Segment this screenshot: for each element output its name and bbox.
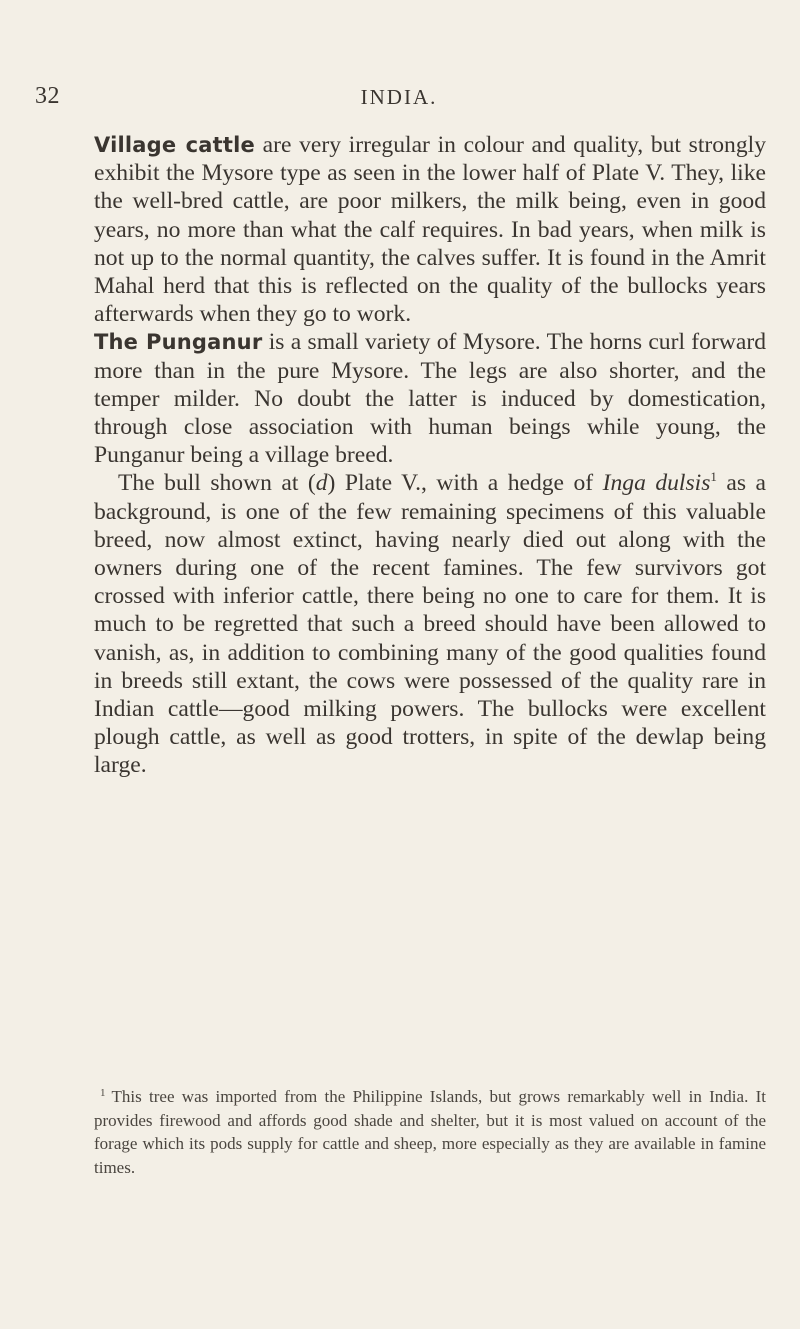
run-in-heading-village-cattle: Village cattle [94, 133, 255, 157]
footnote-reference[interactable]: 1 [710, 469, 717, 485]
plate-figure-letter: d [315, 470, 328, 497]
page-number: 32 [35, 83, 60, 109]
footnote [94, 1085, 766, 1179]
paragraph-village-cattle [94, 131, 766, 328]
paragraph-text: as a background, is one of the few remaining specimens of this valuable breed, now almost extinct, having nearly died out along with the owners during one of the recent famines. The few survivors got crossed with inferior cattle, there being no one to care for them. It is much to be regretted that such a breed should have been allowed to vanish, as, in addition to combining many of the good qualities found in breeds still extant, the cows were possessed of the quality rare in Indian cattle—good milking powers. The bullocks were excellent plough cattle, as well as good trotters, in spite of the dewlap being large. [94, 470, 766, 779]
body-text [94, 131, 766, 780]
running-title: INDIA. [360, 85, 438, 109]
paragraph-punganur-bull [94, 469, 766, 779]
species-name: Inga dulsis [602, 470, 711, 497]
paragraph-punganur [94, 328, 766, 469]
footnote-text: This tree was imported from the Philippine Islands, but grows remarkably well in India. It provides firewood and affords good shade and shelter, but it is most valued on account of the forage which its pods supply for cattle and sheep, more especially as they are available in famine times. [94, 1087, 766, 1177]
paragraph-text: The bull shown at ( [118, 470, 316, 497]
paragraph-text: are very irregular in colour and quality, but strongly exhibit the Mysore type as seen in the lower half of Plate V. They, like the well-bred cattle, are poor milkers, the milk being, even in good years, no more than what the calf requires. In bad years, when milk is not up to the normal quantity, the calves suffer. It is found in the Amrit Mahal herd that this is reflected on the quality of the bullocks years afterwards when they go to work. [94, 132, 766, 328]
run-in-heading-punganur: The Punganur [94, 330, 263, 355]
footnote-mark: 1 [100, 1087, 106, 1099]
paragraph-text: ) Plate V., with a hedge of [327, 470, 603, 497]
running-head [35, 83, 763, 113]
paragraph-text: is a small variety of Mysore. The horns curl forward more than in the pure Mysore. The legs are also shorter, and the temper milder. No doubt the latter is induced by domestication, through close association with human beings while young, the Punganur being a village breed. [94, 329, 766, 469]
